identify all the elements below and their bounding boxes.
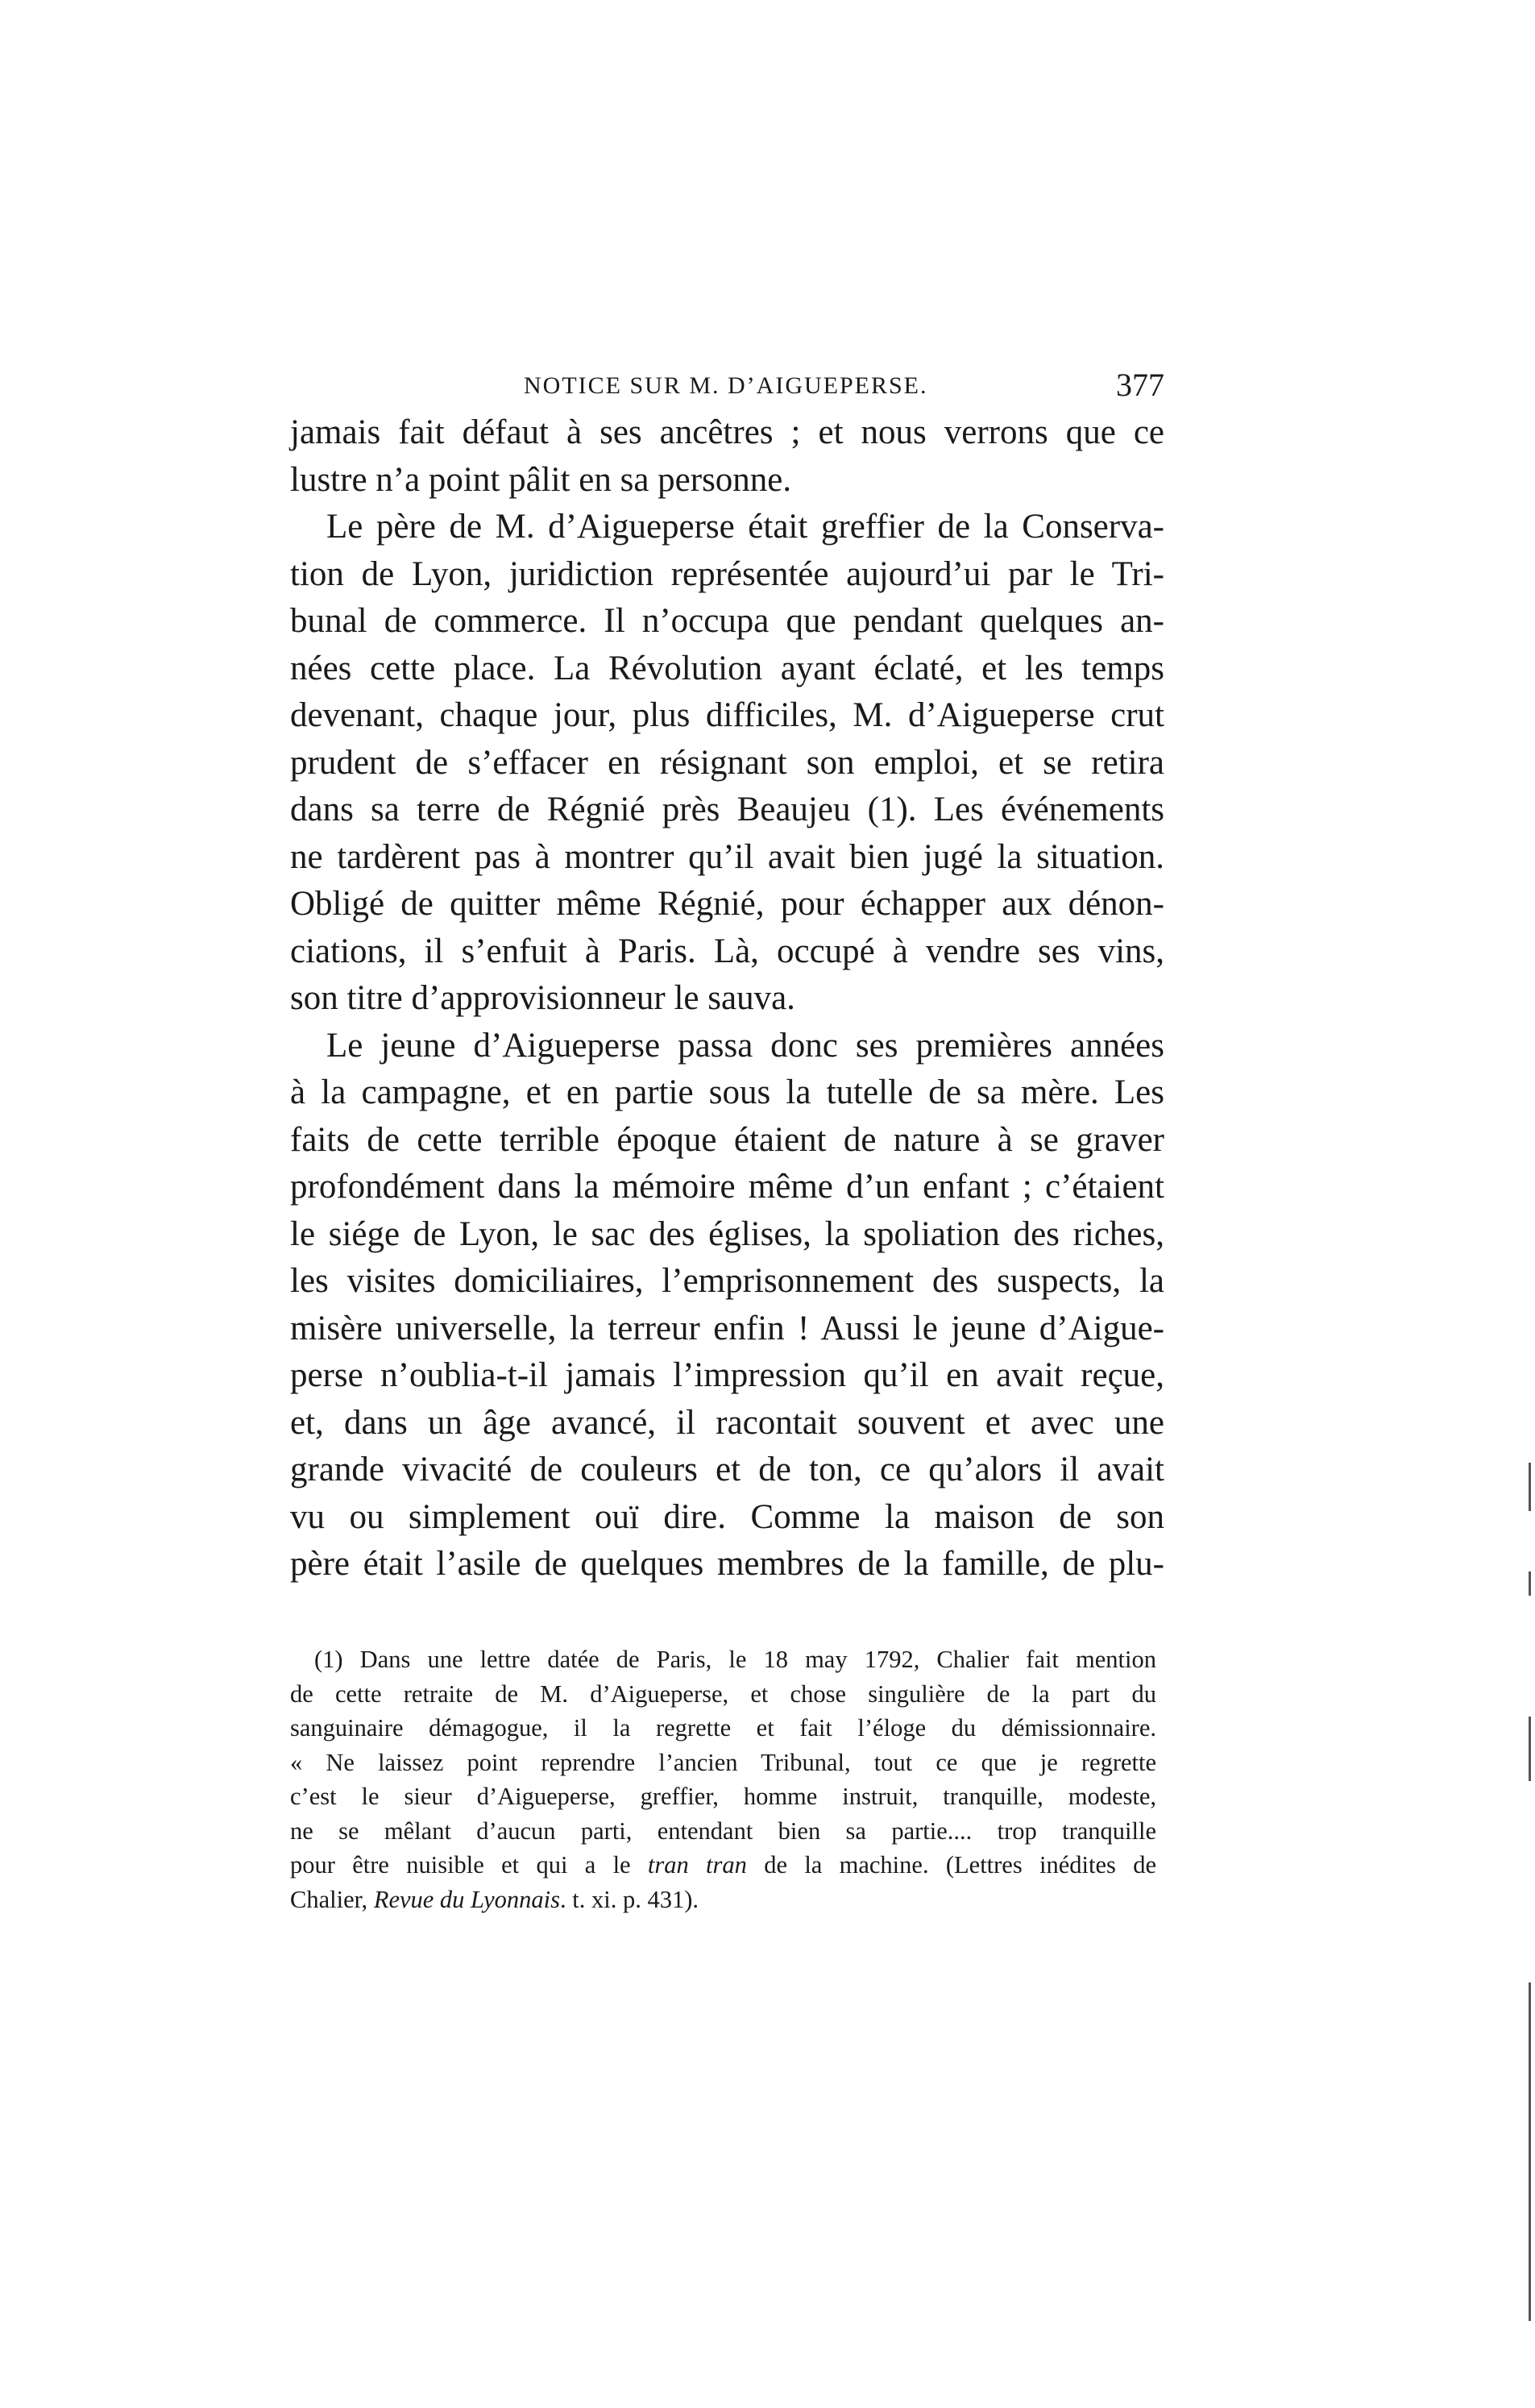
footnote-line	[290, 1848, 1156, 1883]
footnote-line: ne se mêlant d’aucun parti, entendant bien sa partie.... trop tranquille	[290, 1816, 1156, 1845]
text-line: ne tardèrent pas à montrer qu’il avait bien jugé la situation.	[290, 837, 1164, 876]
scan-artifact	[1529, 1571, 1531, 1596]
text-line: ciations, il s’enfuit à Paris. Là, occupé à vendre ses vins,	[290, 932, 1164, 970]
text-line: grande vivacité de couleurs et de ton, ce qu’alors il avait	[290, 1451, 1164, 1488]
text-line: son titre d’approvisionneur le sauva.	[290, 979, 795, 1017]
body-text	[290, 409, 1164, 1588]
footnote-line: de cette retraite de M. d’Aigueperse, et chose singulière de la part du	[290, 1679, 1156, 1708]
text-line: tion de Lyon, juridiction représentée aujourd’ui par le Tri-	[290, 554, 1164, 593]
footnote-italic-text: tran tran	[647, 1851, 747, 1879]
footnote-line: « Ne laissez point reprendre l’ancien Tribunal, tout ce que je regrette	[290, 1748, 1156, 1776]
text-line: à la campagne, et en partie sous la tutelle de sa mère. Les	[290, 1073, 1164, 1111]
text-line: Le père de M. d’Aigueperse était greffier de la Conserva-	[326, 508, 1164, 546]
text-line: les visites domiciliaires, l’emprisonnement des suspects, la	[290, 1262, 1164, 1300]
scan-artifact	[1529, 1982, 1531, 2321]
text-line: Obligé de quitter même Régnié, pour échapper aux dénon-	[290, 885, 1164, 923]
text-line: prudent de s’effacer en résignant son emploi, et se retira	[290, 743, 1164, 782]
text-line: bunal de commerce. Il n’occupa que pendant quelques an-	[290, 602, 1164, 640]
text-line: et, dans un âge avancé, il racontait souvent et avec une	[290, 1403, 1164, 1442]
footnote	[290, 1642, 1156, 1916]
text-line: dans sa terre de Régnié près Beaujeu (1). Les événements	[290, 791, 1164, 828]
text-line: misère universelle, la terreur enfin ! Aussi le jeune d’Aigue-	[290, 1309, 1164, 1347]
text-line: vu ou simplement ouï dire. Comme la maison de son	[290, 1497, 1164, 1536]
text-line: jamais fait défaut à ses ancêtres ; et nous verrons que ce	[290, 413, 1164, 451]
text-line: lustre n’a point pâlit en sa personne.	[290, 460, 792, 499]
footnote-text: de la machine. (Lettres inédites de	[746, 1851, 1156, 1879]
footnote-text: Chalier,	[290, 1885, 374, 1913]
footnote-line: sanguinaire démagogue, il la regrette et fait l’éloge du démissionnaire.	[290, 1714, 1156, 1742]
text-line: faits de cette terrible époque étaient de nature à se graver	[290, 1120, 1164, 1159]
page-number: 377	[1116, 367, 1164, 403]
footnote-line: c’est le sieur d’Aigueperse, greffier, homme instruit, tranquille, modeste,	[290, 1783, 1156, 1810]
text-line: profondément dans la mémoire même d’un enfant ; c’étaient	[290, 1168, 1164, 1206]
footnote-text: . t. xi. p. 431).	[560, 1885, 699, 1913]
text-line: Le jeune d’Aigueperse passa donc ses premières années	[326, 1026, 1164, 1065]
page-header	[290, 361, 1164, 409]
scan-artifact	[1529, 1717, 1531, 1781]
text-line: devenant, chaque jour, plus difficiles, M. d’Aigueperse crut	[290, 696, 1164, 734]
running-head: NOTICE SUR M. D’AIGUEPERSE.	[524, 372, 928, 399]
text-line: le siége de Lyon, le sac des églises, la spoliation des riches,	[290, 1214, 1164, 1253]
footnote-italic-text: Revue du Lyonnais	[373, 1885, 560, 1913]
footnote-line	[290, 1883, 1156, 1917]
scan-artifact	[1529, 1463, 1531, 1511]
text-line: nées cette place. La Révolution ayant éclaté, et les temps	[290, 649, 1164, 687]
footnote-line: (1) Dans une lettre datée de Paris, le 18 may 1792, Chalier fait mention	[314, 1646, 1156, 1673]
text-line: perse n’oublia-t-il jamais l’impression qu’il en avait reçue,	[290, 1356, 1164, 1394]
text-line: père était l’asile de quelques membres de la famille, de plu-	[290, 1545, 1164, 1583]
footnote-text: pour être nuisible et qui a le	[290, 1851, 648, 1879]
